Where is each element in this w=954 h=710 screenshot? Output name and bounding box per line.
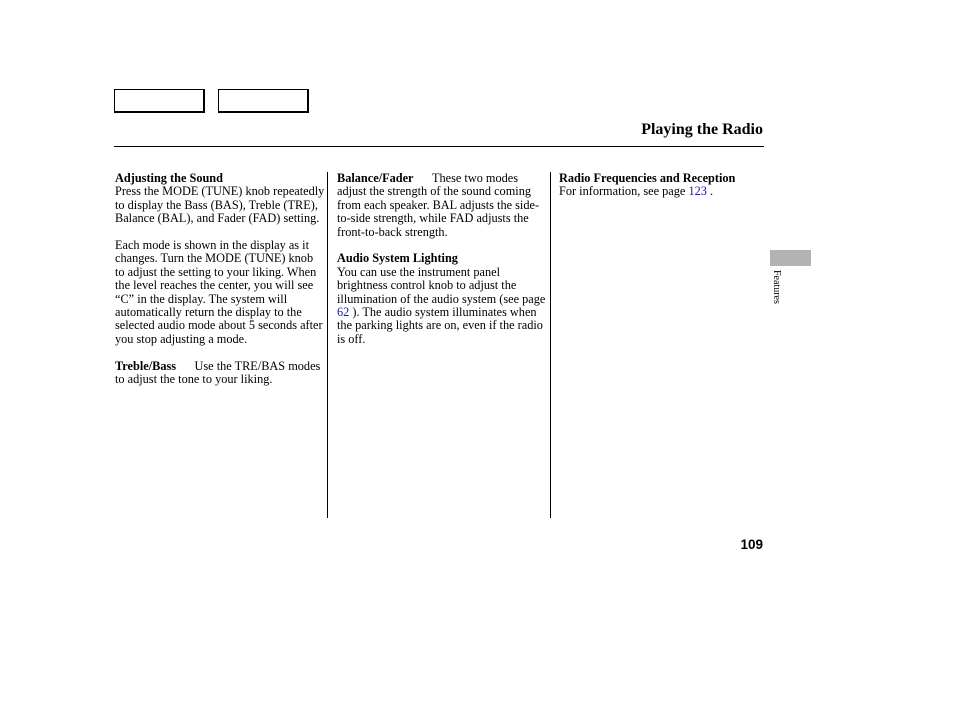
treble-bass-text: Use the TRE/BAS modes to adjust the tone to your liking. [115,358,321,387]
section-tab-marker [770,250,811,266]
page-title: Playing the Radio [641,121,763,138]
previous-page-button[interactable] [114,89,205,113]
heading-audio-lighting: Audio System Lighting [337,251,458,266]
page-number: 109 [740,537,763,552]
heading-adjusting-sound: Adjusting the Sound [115,171,223,185]
column-balance-lighting [337,172,547,346]
radio-frequencies-text-2: . [706,184,714,199]
next-page-button[interactable] [218,89,309,113]
radio-frequencies-text-1: For information, see page [559,184,689,199]
page-62-link[interactable]: 62 [337,305,350,320]
audio-lighting-text-1: You can use the instrument panel brightness control knob to adjust the illumination of the audio system (see page [337,264,546,306]
mode-display-paragraph: Each mode is shown in the display as it changes. Turn the MODE (TUNE) knob to adjust the setting to your liking. When the level reaches the center, you will see “C” in the display. The system will automatically return the display to the selected audio mode about 5 seconds after you stop adjusting a mode. [115,238,323,346]
heading-balance-fader: Balance/Fader [337,171,414,185]
adjusting-sound-paragraph: Press the MODE (TUNE) knob repeatedly to display the Bass (BAS), Treble (TRE), Balance (BAL), and Fader (FAD) setting. [115,184,325,226]
heading-radio-frequencies: Radio Frequencies and Reception [559,171,736,185]
column-divider [550,172,551,518]
header-divider [114,146,764,147]
column-radio-frequencies [559,172,769,199]
heading-treble-bass: Treble/Bass [115,358,177,373]
column-adjusting-sound [115,172,325,386]
treble-bass-paragraph [115,360,325,387]
column-divider [327,172,328,518]
balance-fader-text: These two modes adjust the strength of the sound coming from each speaker. BAL adjusts the side-to-side strength, while FAD adjusts the front-to-back strength. [337,171,540,239]
balance-fader-paragraph [337,172,547,239]
audio-lighting-paragraph [337,266,547,346]
audio-lighting-text-2: ). The audio system illuminates when the parking lights are on, even if the radio is off. [337,305,543,346]
radio-frequencies-paragraph [559,185,769,198]
section-tab-label: Features [771,270,782,304]
page-123-link[interactable]: 123 [688,184,707,199]
